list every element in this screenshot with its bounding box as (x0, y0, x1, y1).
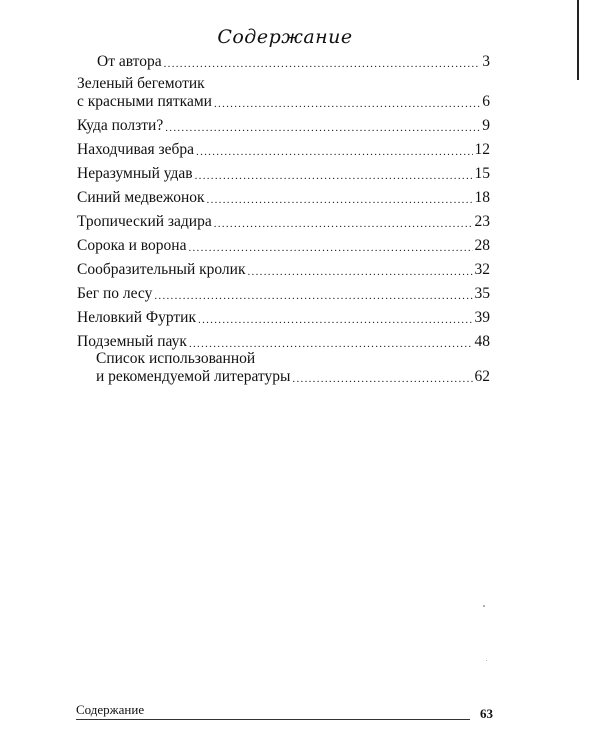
toc-entry-label: От автора (97, 53, 162, 70)
toc-entry-sinii-medvezhonok[interactable] (77, 189, 490, 207)
toc-entry-page: 28 (474, 237, 490, 254)
toc-entry-zelenyi-begemotik[interactable] (77, 93, 490, 111)
footer-section-title: Содержание (76, 702, 145, 717)
toc-entry-page: 23 (474, 213, 490, 230)
page-title: Содержание (217, 26, 353, 48)
toc-entry-label: Синий медвежонок (77, 189, 205, 206)
toc-entry-nakhodchivaya-zebra[interactable] (77, 141, 490, 159)
toc-leader-dots (154, 289, 472, 303)
toc-entry-page: 3 (482, 53, 490, 70)
toc-leader-dots (196, 145, 472, 159)
toc-leader-dots (214, 97, 480, 111)
toc-entry-page: 39 (474, 309, 490, 326)
toc-entry-label: Неловкий Фуртик (77, 309, 197, 326)
toc-entry-page: 32 (474, 261, 490, 278)
toc-entry-page: 35 (474, 285, 490, 302)
toc-entry-soobrazitelnyi-krolik[interactable] (77, 261, 490, 279)
toc-entry-ot-avtora[interactable] (97, 53, 490, 71)
toc-entry-label: Неразумный удав (77, 165, 193, 182)
page-edge-line (577, 0, 579, 80)
toc-entry-label: и рекомендуемой литературы (96, 368, 291, 385)
toc-leader-dots (188, 241, 472, 255)
toc-leader-dots (165, 121, 480, 135)
toc-entry-soroka-i-vorona[interactable] (77, 237, 490, 255)
toc-entry-label: Куда ползти? (77, 117, 164, 134)
toc-entry-label: Находчивая зебра (77, 141, 195, 158)
toc-leader-dots (248, 265, 473, 279)
scan-speck (486, 660, 487, 661)
toc-entry-page: 6 (482, 93, 490, 110)
footer-page-number: 63 (480, 706, 493, 721)
toc-entry-spisok-literatury[interactable] (96, 368, 490, 386)
toc-entry-label: Сообразительный кролик (77, 261, 246, 278)
toc-entry-nelovkii-furtik[interactable] (77, 309, 490, 327)
toc-entry-page: 18 (474, 189, 490, 206)
toc-leader-dots (189, 337, 473, 351)
toc-entry-podzemnyi-pauk[interactable] (77, 333, 490, 351)
toc-entry-label-line1: Зеленый бегемотик (77, 75, 205, 92)
toc-entry-kuda-polzti[interactable] (77, 117, 490, 135)
toc-entry-page: 9 (482, 117, 490, 134)
toc-entry-label-line1: Список использованной (96, 350, 256, 367)
toc-leader-dots (214, 217, 473, 231)
toc-entry-page: 12 (474, 141, 490, 158)
toc-entry-label: Бег по лесу (77, 285, 153, 302)
toc-leader-dots (198, 313, 472, 327)
toc-leader-dots (164, 57, 481, 71)
toc-entry-label: Сорока и ворона (77, 237, 187, 254)
toc-entry-page: 62 (474, 368, 490, 385)
toc-entry-nerazumnyi-udav[interactable] (77, 165, 490, 183)
toc-entry-page: 48 (474, 333, 490, 350)
toc-entry-beg-po-lesu[interactable] (77, 285, 490, 303)
toc-leader-dots (207, 193, 473, 207)
toc-leader-dots (195, 169, 473, 183)
toc-entry-page: 15 (474, 165, 490, 182)
scan-speck (483, 605, 485, 607)
toc-leader-dots (292, 372, 472, 386)
toc-entry-tropicheskii-zadira[interactable] (77, 213, 490, 231)
toc-entry-label: с красными пятками (77, 93, 212, 110)
toc-entry-label: Подземный паук (77, 333, 187, 350)
footer-rule (76, 719, 470, 720)
toc-entry-label: Тропический задира (77, 213, 212, 230)
